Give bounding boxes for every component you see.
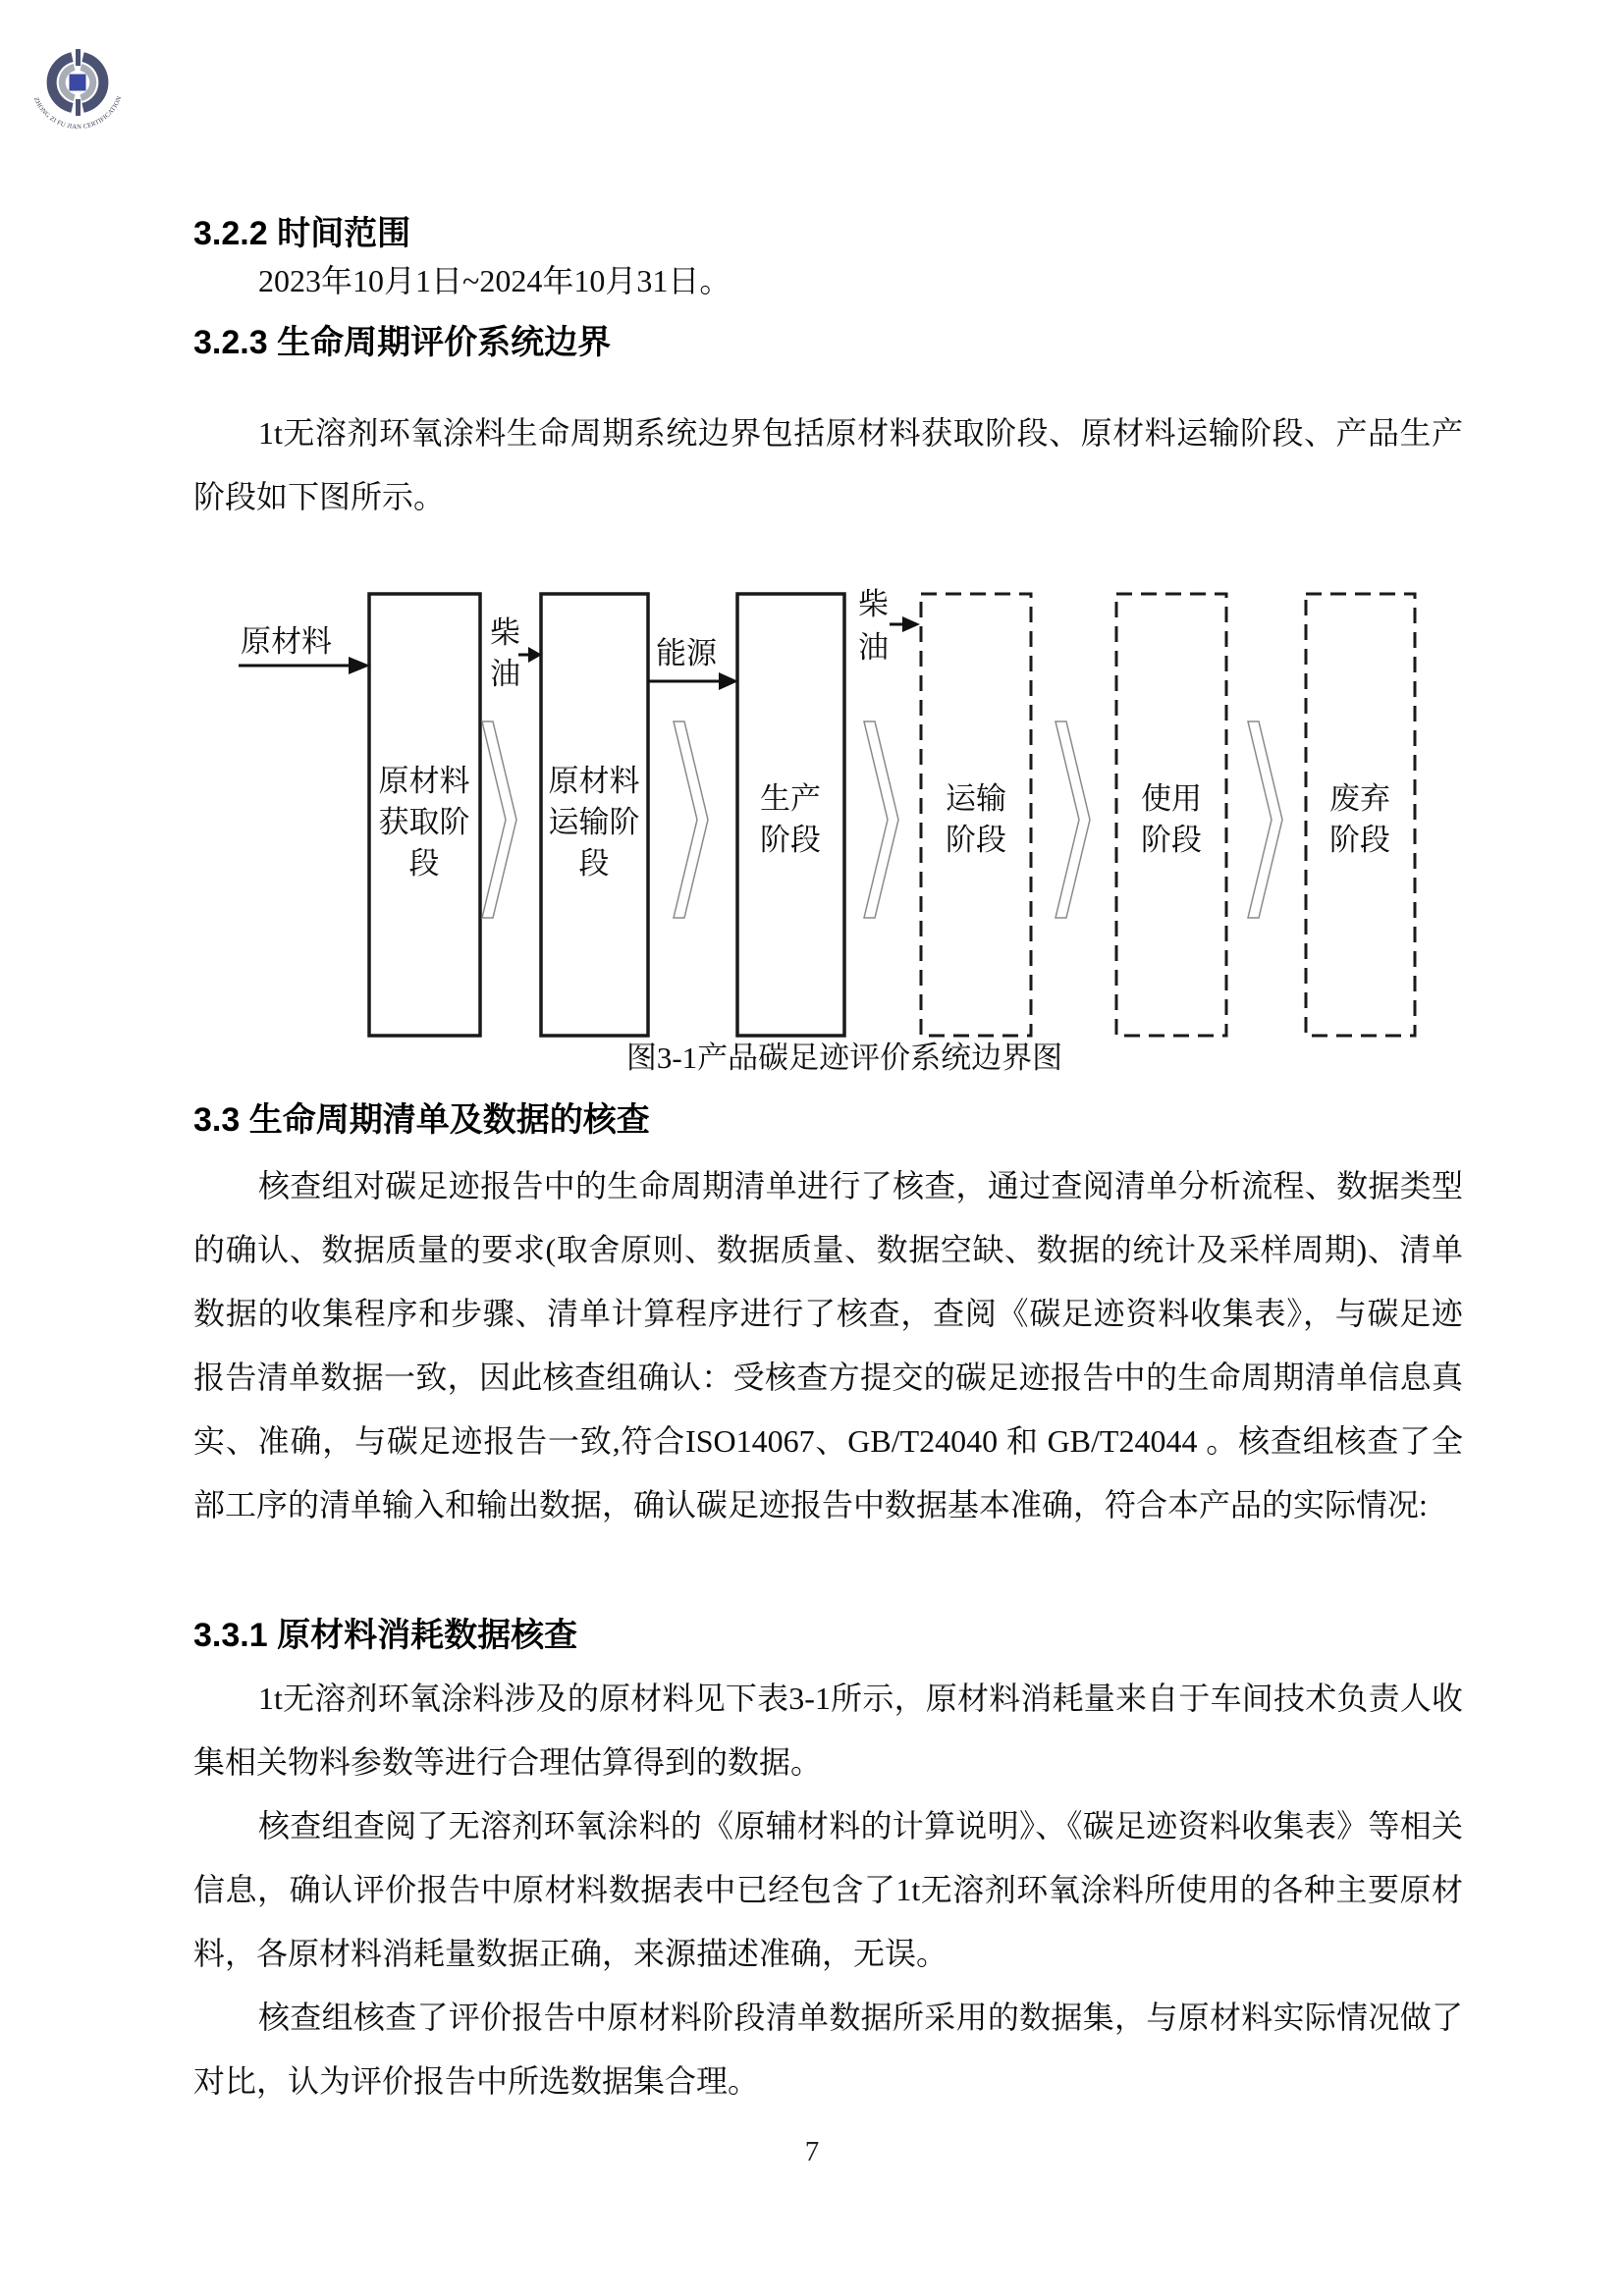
input-label-diesel-1b: 油: [490, 657, 520, 691]
input-arrowhead-diesel-2: [902, 616, 920, 632]
svg-text:段: 段: [408, 846, 440, 881]
input-label-diesel-2a: 柴: [858, 587, 889, 621]
svg-text:原材料: 原材料: [548, 764, 640, 798]
stage-label-use: [1141, 781, 1202, 857]
svg-text:获取阶: 获取阶: [378, 805, 470, 839]
paragraph-raw-material-data: 1t无溶剂环氧涂料涉及的原材料见下表3-1所示，原材料消耗量来自于车间技术负责人收集相关物料参数等进行合理估算得到的数据。: [193, 1681, 1463, 1780]
svg-text:使用: 使用: [1141, 781, 1202, 816]
svg-text:运输阶: 运输阶: [548, 805, 640, 839]
paragraph-document-review: 核查组查阅了无溶剂环氧涂料的《原辅材料的计算说明》、《碳足迹资料收集表》等相关信息，确认评价报告中原材料数据表中已经包含了1t无溶剂环氧涂料所使用的各种主要原材料，各原材料消耗量数据正确，来源描述准确，无误。: [193, 1808, 1463, 1971]
section-heading-33: 3.3 生命周期清单及数据的核查: [193, 1101, 650, 1139]
stage-label-transport: [946, 781, 1006, 857]
input-label-raw-material: 原材料: [241, 624, 332, 659]
logo-center-square: [70, 75, 86, 91]
input-label-energy: 能源: [656, 636, 717, 670]
stage-label-acquisition: [379, 764, 470, 881]
svg-text:阶段: 阶段: [760, 823, 821, 857]
section-heading-331: 3.3.1 原材料消耗数据核查: [193, 1617, 578, 1654]
section-heading-323: 3.2.3 生命周期评价系统边界: [193, 324, 612, 361]
chevron-arrow-3: [864, 721, 898, 918]
system-boundary-diagram: [177, 574, 1453, 1045]
page-number: 7: [804, 2136, 820, 2167]
input-label-diesel-1a: 柴: [490, 615, 520, 650]
svg-text:阶段: 阶段: [1141, 823, 1202, 857]
chevron-arrow-5: [1248, 721, 1282, 918]
stage-label-raw-transport: [549, 764, 640, 881]
svg-text:废弃: 废弃: [1329, 781, 1390, 816]
stage-label-production: [760, 781, 821, 857]
section-heading-322: 3.2.2 时间范围: [193, 215, 411, 252]
svg-text:运输: 运输: [946, 781, 1006, 816]
logo-arc-text: ZHONG ZI FU JIAN CERTIFICATION: [31, 95, 124, 132]
logo-top-bar: [76, 49, 81, 66]
chevron-arrow-1: [482, 721, 516, 918]
svg-text:段: 段: [578, 846, 610, 881]
input-arrowhead-energy: [719, 672, 738, 690]
paragraph-inventory-check: 核查组对碳足迹报告中的生命周期清单进行了核查，通过查阅清单分析流程、数据类型的确认、数据质量的要求(取舍原则、数据质量、数据空缺、数据的统计及采样周期)、清单数据的收集程序和步骤、清单计算程序进行了核查，查阅《碳足迹资料收集表》，与碳足迹报告清单数据一致，因此核查组确认：受核查方提交的碳足迹报告中的生命周期清单信息真实、准确，与碳足迹报告一致,符合ISO14067、GB/T24040 和 GB/T24044 。核查组核查了全部工序的清单输入和输出数据，确认碳足迹报告中数据基本准确，符合本产品的实际情况:: [193, 1168, 1463, 1522]
chevron-arrow-2: [674, 721, 708, 918]
certification-logo: [15, 15, 142, 142]
svg-text:生产: 生产: [760, 781, 821, 816]
paragraph-dataset-check: 核查组核查了评价报告中原材料阶段清单数据所采用的数据集，与原材料实际情况做了对比，认为评价报告中所选数据集合理。: [193, 2000, 1463, 2099]
svg-text:阶段: 阶段: [1329, 823, 1390, 857]
input-arrowhead-raw-material: [349, 657, 370, 674]
stage-label-disposal: [1329, 781, 1390, 857]
figure-caption: 图3-1产品碳足迹评价系统边界图: [625, 1041, 1063, 1075]
svg-text:原材料: 原材料: [378, 764, 470, 798]
input-label-diesel-2b: 油: [858, 630, 889, 665]
chevron-arrow-4: [1056, 721, 1090, 918]
paragraph-system-boundary: 1t无溶剂环氧涂料生命周期系统边界包括原材料获取阶段、原材料运输阶段、产品生产阶段如下图所示。: [193, 415, 1463, 514]
svg-text:阶段: 阶段: [946, 823, 1006, 857]
date-range-paragraph: 2023年10月1日~2024年10月31日。: [258, 263, 731, 298]
logo-bottom-bar: [76, 99, 81, 116]
